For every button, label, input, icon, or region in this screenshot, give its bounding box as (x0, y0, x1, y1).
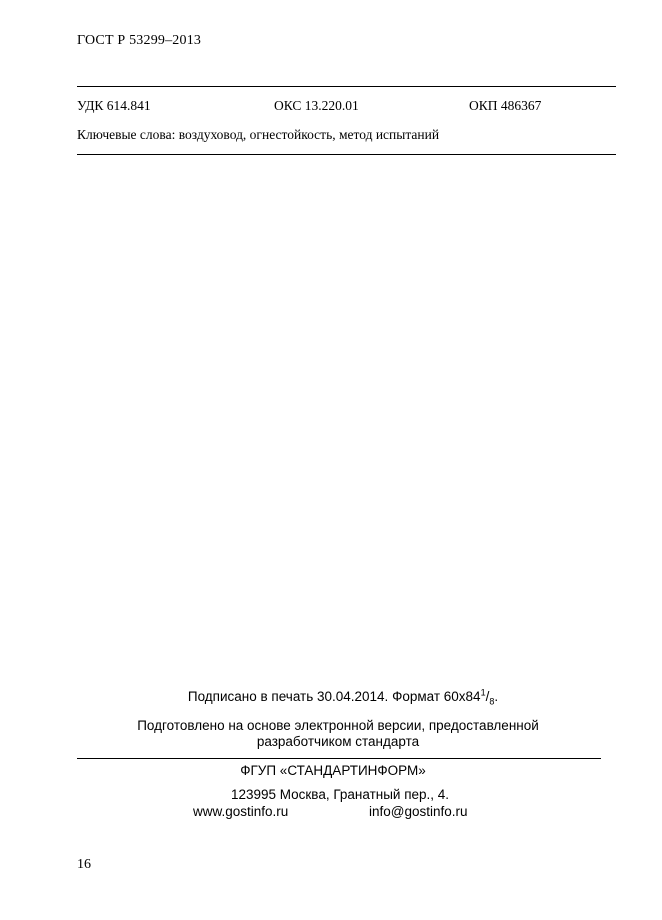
website-link[interactable]: www.gostinfo.ru (193, 804, 289, 819)
publisher-address: 123995 Москва, Гранатный пер., 4. (230, 787, 450, 802)
publisher-name: ФГУП «СТАНДАРТИНФОРМ» (240, 763, 426, 778)
classification-row (77, 98, 616, 116)
okp-code: ОКП 486367 (469, 98, 542, 113)
page-number: 16 (77, 857, 91, 872)
document-header: ГОСТ Р 53299–2013 (77, 33, 202, 48)
signed-to-print: Подписано в печать 30.04.2014. Формат $60х84^1/_8$. (187, 687, 499, 707)
prepared-line-2: разработчиком стандарта (256, 734, 420, 749)
signed-text: Подписано в печать 30.04.2014. Формат 60х84 (187, 689, 481, 704)
contact-row (193, 804, 493, 820)
format-end: . (494, 689, 499, 704)
format-denominator: 8 (489, 696, 495, 707)
email-link[interactable]: info@gostinfo.ru (369, 804, 468, 819)
format-numerator: 1 (480, 687, 486, 698)
prepared-line-1: Подготовлено на основе электронной версии, предоставленной (137, 718, 539, 733)
publisher-divider (77, 758, 601, 759)
oks-code: ОКС 13.220.01 (274, 98, 359, 113)
prepared-note (7, 718, 662, 750)
header-divider (77, 86, 616, 87)
keywords-divider (77, 154, 616, 155)
keywords-line: Ключевые слова: воздуховод, огнестойкость, метод испытаний (77, 127, 440, 142)
udk-code: УДК 614.841 (77, 98, 151, 113)
